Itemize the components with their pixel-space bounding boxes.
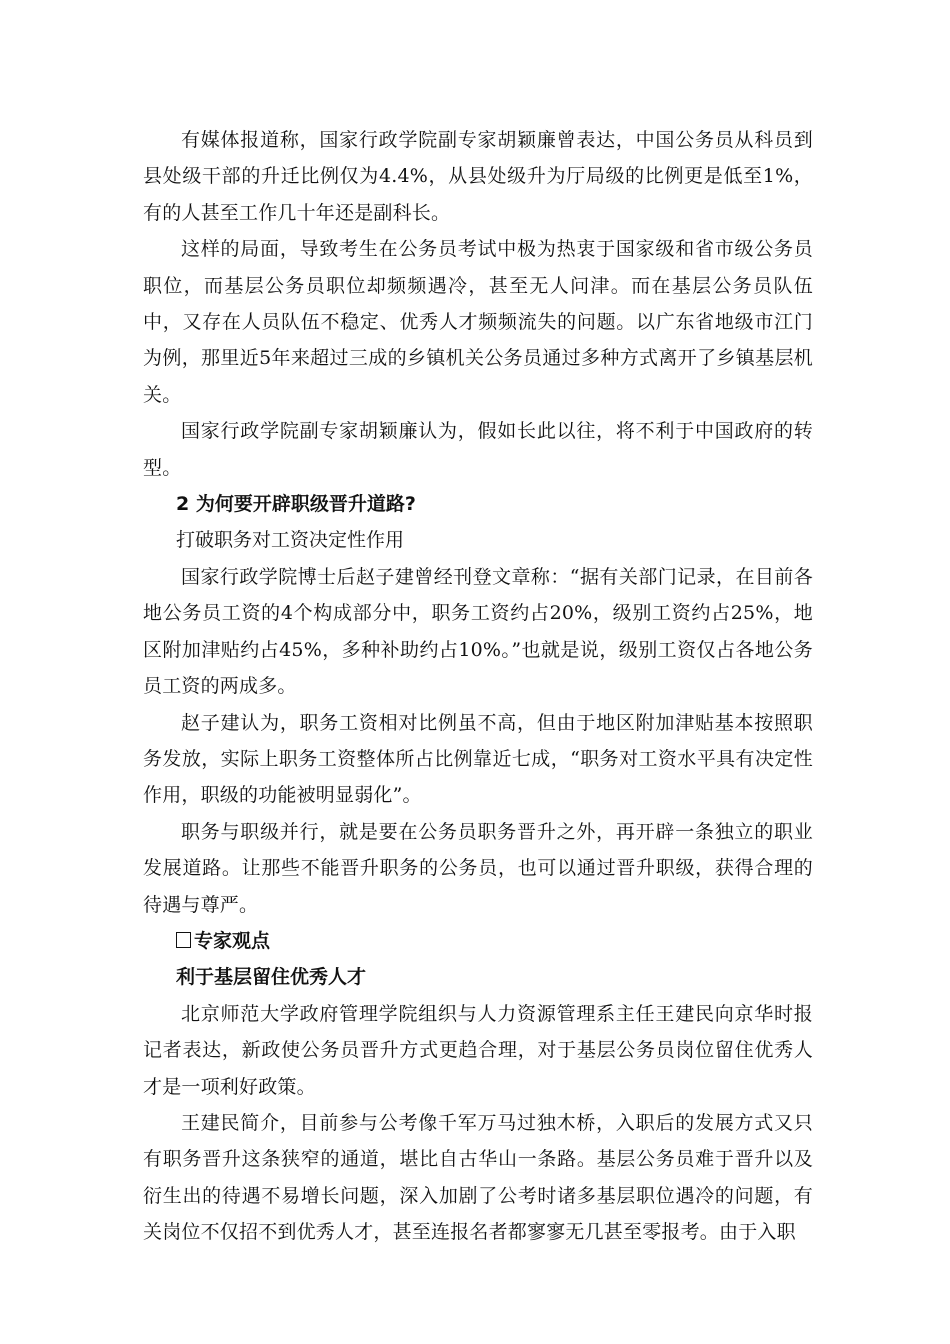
paragraph-salary-composition: 国家行政学院博士后赵子建曾经刊登文章称：“据有关部门记录，在目前各地公务员工资的4个构成部分中，职务工资约占20%，级别工资约占25%，地区附加津贴约占45%，多种补助约占10%。”也就是说，级别工资仅占各地公务员工资的两成多。 [143,565,813,698]
paragraph-grassroots-situation: 这样的局面，导致考生在公务员考试中极为热衷于国家级和省市级公务员职位，而基层公务员职位却频频遇冷，甚至无人问津。而在基层公务员队伍中，又存在人员队伍不稳定、优秀人才频频流失的问题。以广东省地级市江门为例，那里近5年来超过三成的乡镇机关公务员通过多种方式离开了乡镇基层机关。 [143,238,813,406]
section-heading-retain-talent: 利于基层留住优秀人才 [176,966,367,989]
expert-view-label: 专家观点 [194,929,271,952]
box-icon [176,932,191,948]
paragraph-wang-statement: 北京师范大学政府管理学院组织与人力资源管理系主任王建民向京华时报记者表达，新政使公务员晋升方式更趋合理，对于基层公务员岗位留住优秀人才是一项利好政策。 [143,1002,813,1098]
paragraph-expert-warning: 国家行政学院副专家胡颖廉认为，假如长此以往，将不利于中国政府的转型。 [143,420,813,479]
paragraph-promotion-ratio: 有媒体报道称，国家行政学院副专家胡颖廉曾表达，中国公务员从科员到县处级干部的升迁比例仅为4.4%，从县处级升为厅局级的比例更是低至1%，有的人甚至工作几十年还是副科长。 [143,129,813,224]
section-heading-why: 2 为何要开辟职级晋升道路? [176,493,416,516]
paragraph-wang-analysis: 王建民简介，目前参与公考像千军万马过独木桥，入职后的发展方式又只有职务晋升这条狭窄的通道，堪比自古华山一条路。基层公务员难于晋升以及衍生出的待遇不易增长问题，深入加剧了公考时诸多基层职位遇冷的问题，有关岗位不仅招不到优秀人才，甚至连报名者都寥寥无几甚至零报考。由于入职 [143,1111,813,1244]
section-heading-expert-view [143,923,813,959]
document-body [143,122,813,1251]
paragraph-post-salary-weight: 赵子建认为，职务工资相对比例虽不高，但由于地区附加津贴基本按照职务发放，实际上职务工资整体所占比例靠近七成，“职务对工资水平具有决定性作用，职级的功能被明显弱化”。 [143,711,813,807]
paragraph-parallel-track: 职务与职级并行，就是要在公务员职务晋升之外，再开辟一条独立的职业发展道路。让那些不能晋升职务的公务员，也可以通过晋升职级，获得合理的待遇与尊严。 [143,820,813,916]
section-subheading-salary: 打破职务对工资决定性作用 [176,529,405,552]
